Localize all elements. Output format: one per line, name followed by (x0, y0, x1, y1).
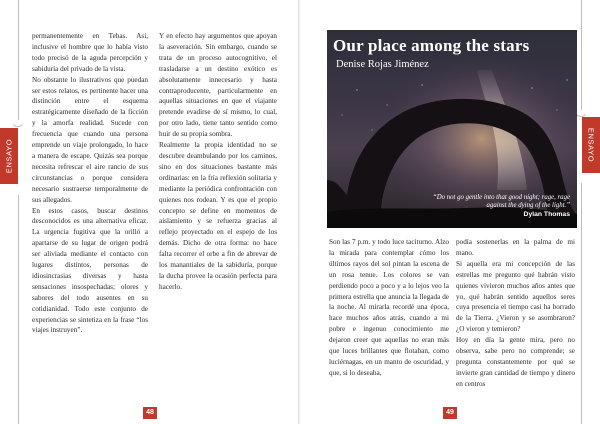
page-number-right: 49 (443, 407, 457, 419)
paragraph: Si aquella era mi concepción de las estrellas me pregunto qué habrán visto quienes vivieron muchos años antes que yo, qué habrán sentido aquellos seres cuya presencia el tiempo casi ha borrado de la Tierra. ¿Vieron y se asombraron? ¿O vieron y temieron? (456, 259, 575, 334)
section-tab-right (582, 117, 600, 173)
paragraph: Hoy en día la gente mira, pero no observa, sabe pero no comprende; se pregunta constantemente por qué se invierte gran cantidad de tiempo y dinero en centros (456, 336, 575, 388)
page-edge-line (581, 183, 582, 424)
epigraph-quote: “Do not go gentle into that good night; rage, rage against the dying of the light.” (432, 194, 570, 210)
right-column-2 (456, 237, 575, 390)
paragraph: En estos casos, buscar destinos desconocidos es una alternativa eficaz. La urgencia fugitiva que la orilló a apartarse de su lugar de origen podrá ser aliviada mediante el contacto con lugares distintos, personas de idiosincrasias diversas y hasta sensaciones insospechadas; olores y sabores del todo ausentes en su cotidianidad. Todo este conjunto de experiencias se sintetiza en la frase “los viajes instruyen”. (32, 206, 148, 335)
article-title: Our place among the stars (333, 36, 530, 55)
left-column-1 (32, 31, 148, 336)
article-author: Denise Rojas Jiménez (336, 59, 429, 70)
paragraph: Y en efecto hay argumentos que apoyan la aseveración. Sin embargo, cuando se trata de un proceso autocognitivo, el trasladarse a un destino exótico es absolutamente innecesario y hasta contraproducente, particularmente en aquellas situaciones en que el viajante pretende evadirse de sí mismo, lo cual, por otro lado, tiene tanto sentido como huir de su propia sombra. (159, 32, 277, 139)
page-edge-line (581, 0, 582, 110)
epigraph-author: Dylan Thomas (523, 211, 570, 218)
page-edge-curve (11, 113, 25, 127)
paragraph: permanentemente en Tebas. Así, inclusive el hombre que lo había visto todo precisó de la aguda percepción y sabiduría del privado de la vista. (32, 32, 148, 73)
left-column-2 (159, 31, 277, 293)
hero-image (327, 30, 577, 228)
section-tab-left (0, 128, 18, 184)
page-edge-line (18, 0, 19, 120)
page-number-left: 48 (143, 407, 157, 419)
paragraph: podía sostenerlas en la palma de mi mano. (456, 238, 575, 257)
section-label: ENSAYO (586, 127, 596, 163)
paragraph: Realmente la propia identidad no se descubre deambulando por los caminos, sino en dos situaciones bastante más ordinarias: en la fría reflexión solitaria y mediante la periódica confrontación con quienes nos rodean. Y es que el propio concepto se define en momentos de aislamiento y se refuerza gracias al reflejo proyectado en el espejo de los demás. Dicho de otra forma: no hace falta recorrer el orbe a fin de abrevar de los manantiales de la sabiduría, porque la ducha provee la ocasión perfecta para hacerlo. (159, 141, 277, 291)
section-label: ENSAYO (4, 138, 14, 174)
paragraph: Son las 7 p.m. y todo luce taciturno. Alzo la mirada para contemplar cómo los últimos rayos del sol pintan la escena de un rosa tenue. Los colores se van perdiendo poco a poco y a lo lejos veo la primera estrella que anuncia la llegada de la noche. Al mirarla recordé una época, hace muchos años atrás, cuando a mi pobre e ingenuo conocimiento me dejaron creer que aquellas no eran más que luces brillantes que flotaban, como luciérnagas, en un manto de oscuridad, y que, si lo deseaba, (329, 238, 449, 377)
page-edge-line (18, 195, 19, 424)
right-column-1 (329, 237, 449, 379)
paragraph: No obstante lo ilustrativos que puedan ser estos relatos, es pertinente hacer una distinción entre el esquema estratégicamente diseñado de la ficción y la amorfa realidad. Sucede con frecuencia que cuando una persona emprende un viaje prolongado, lo hace a manera de escape. Quizás sea porque necesita refrescar el aire rancio de sus circunstancias o porque considera necesario sustraerse temporalmente de sus allegados. (32, 75, 148, 204)
